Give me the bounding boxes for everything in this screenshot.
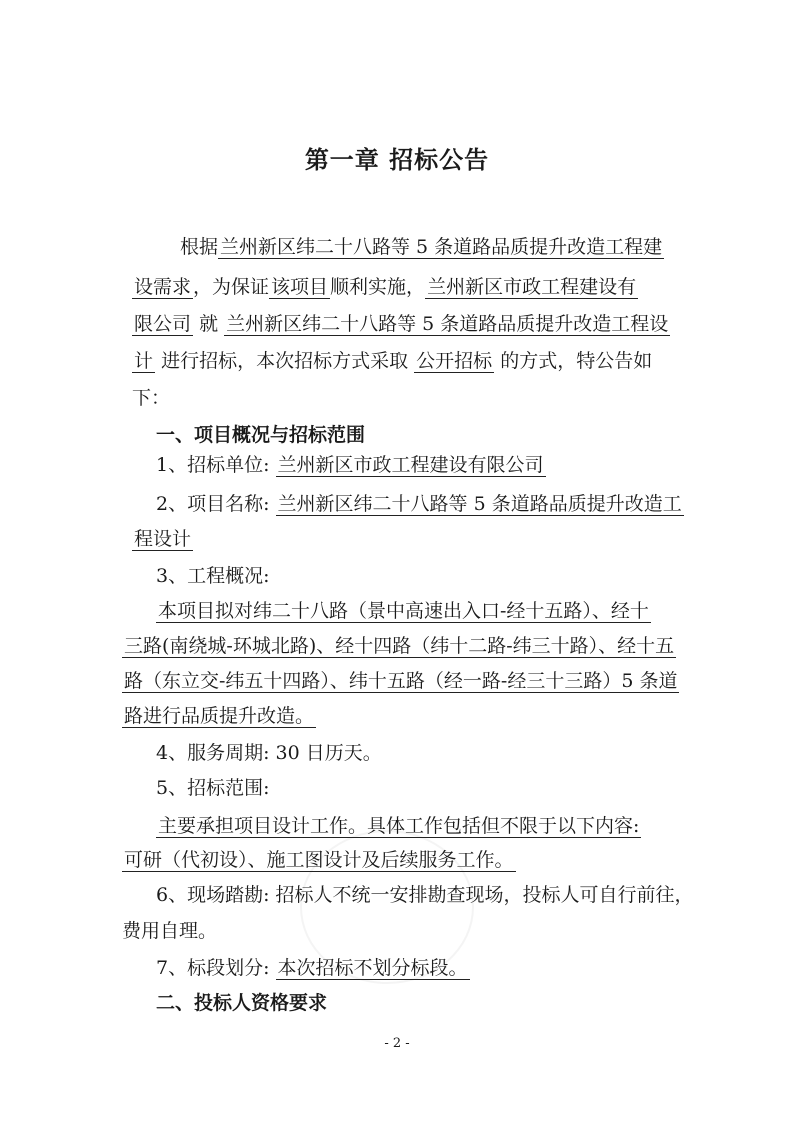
page-number: - 2 - bbox=[384, 1036, 410, 1051]
item-5: 5、招标范围: bbox=[156, 777, 270, 799]
item-4: 4、服务周期: 30 日历天。 bbox=[156, 742, 382, 764]
item-2-cont: 程设计 bbox=[134, 528, 192, 550]
intro-line-1: 根据 兰州新区纬二十八路等 5 条道路品质提升改造工程建 bbox=[180, 236, 663, 258]
item-5-line-2: 可研（代初设）、施工图设计及后续服务工作。 bbox=[124, 849, 514, 871]
item-3-line-2: 三路(南绕城-环城北路)、经十四路（纬十二路-纬三十路）、经十五 bbox=[124, 635, 675, 657]
item-3-line-3: 路（东立交-纬五十四路）、纬十五路（经一路-经三十三路）5 条道 bbox=[124, 670, 678, 692]
item-6-cont: 费用自理。 bbox=[122, 920, 218, 942]
item-3: 3、工程概况: bbox=[156, 565, 270, 587]
intro-line-5: 下： bbox=[132, 387, 171, 409]
item-2: 2、项目名称: 兰州新区纬二十八路等 5 条道路品质提升改造工 bbox=[156, 493, 682, 515]
chapter-title: 第一章 招标公告 bbox=[304, 145, 490, 174]
intro-line-3: 限公司 就 兰州新区纬二十八路等 5 条道路品质提升改造工程设 bbox=[134, 313, 669, 335]
item-3-line-4: 路进行品质提升改造。 bbox=[124, 705, 315, 727]
section-1-heading: 一、项目概况与招标范围 bbox=[156, 424, 366, 446]
item-1: 1、招标单位: 兰州新区市政工程建设有限公司 bbox=[156, 454, 544, 476]
intro-line-4: 计 进行招标，本次招标方式采取 公开招标 的方式，特公告如 bbox=[134, 350, 653, 372]
section-2-heading: 二、投标人资格要求 bbox=[156, 992, 328, 1014]
item-3-line-1: 本项目拟对纬二十八路（景中高速出入口-经十五路）、经十 bbox=[158, 600, 649, 622]
item-5-line-1: 主要承担项目设计工作。具体工作包括但不限于以下内容: bbox=[158, 815, 640, 837]
item-7: 7、标段划分: 本次招标不划分标段。 bbox=[156, 957, 468, 979]
intro-line-2: 设需求 ，为保证 该项目 顺利实施， 兰州新区市政工程建设有 bbox=[134, 276, 637, 298]
item-6: 6、现场踏勘: 招标人不统一安排勘查现场，投标人可自行前往， bbox=[156, 884, 694, 906]
